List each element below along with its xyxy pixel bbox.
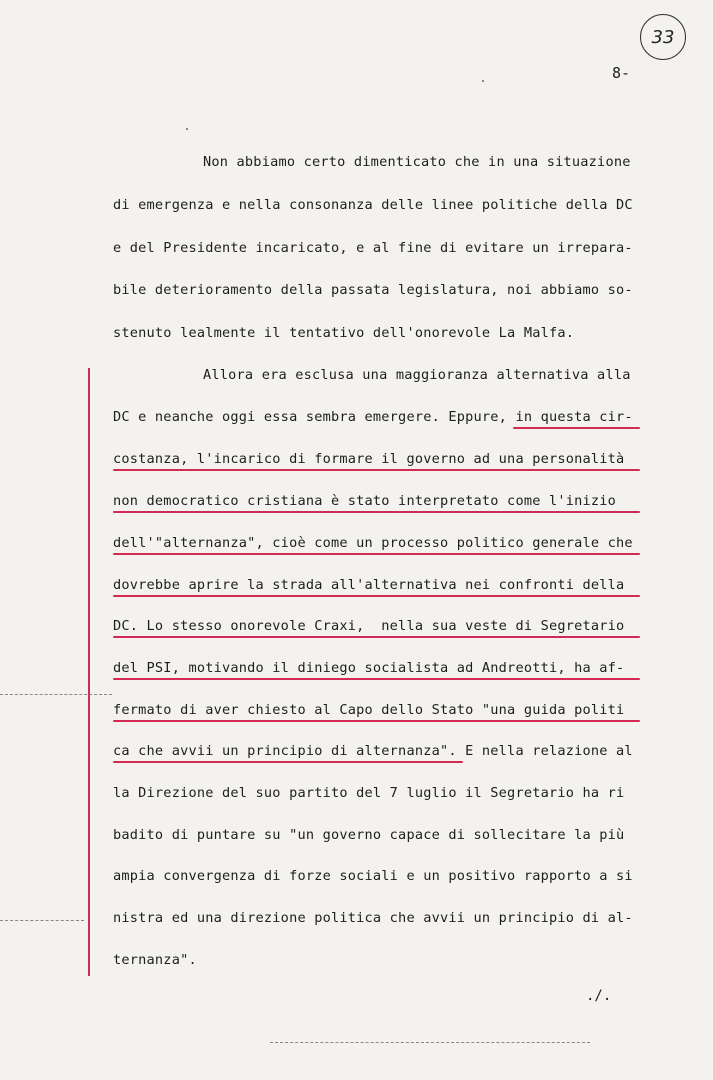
ink-speck	[186, 128, 188, 130]
text-line-3: e del Presidente incaricato, e al fine di evitare un irrepara-	[113, 240, 633, 256]
text-line-11: dovrebbe aprire la strada all'alternativa nei confronti della	[113, 577, 625, 593]
red-underline	[513, 427, 640, 429]
text-line-18: ampia convergenza di forze sociali e un positivo rapporto a si	[113, 868, 633, 884]
red-underline	[113, 636, 640, 638]
continuation-mark: ./.	[586, 988, 612, 1004]
text-line-20: ternanza".	[113, 952, 197, 968]
text-line-1: Non abbiamo certo dimenticato che in una situazione	[203, 154, 631, 170]
scan-artifact-line	[0, 694, 112, 695]
text-line-14: fermato di aver chiesto al Capo dello Stato "una guida politi	[113, 702, 625, 718]
text-line-4: bile deterioramento della passata legislatura, noi abbiamo so-	[113, 282, 633, 298]
text-line-17: badito di puntare su "un governo capace di sollecitare la più	[113, 827, 625, 843]
text-line-5: stenuto lealmente il tentativo dell'onorevole La Malfa.	[113, 325, 575, 341]
margin-annotation-bar	[88, 368, 90, 976]
circled-page-number: 33	[640, 14, 686, 60]
red-underline	[113, 469, 640, 471]
red-underline	[113, 678, 640, 680]
text-line-2: di emergenza e nella consonanza delle linee politiche della DC	[113, 197, 633, 213]
text-line-12: DC. Lo stesso onorevole Craxi, nella sua veste di Segretario	[113, 618, 625, 634]
text-line-9: non democratico cristiana è stato interpretato come l'inizio	[113, 493, 617, 509]
red-underline	[113, 720, 640, 722]
text-line-16: la Direzione del suo partito del 7 luglio il Segretario ha ri	[113, 785, 625, 801]
red-underline	[113, 511, 640, 513]
page-number: 8-	[612, 64, 631, 82]
text-line-10: dell'"alternanza", cioè come un processo politico generale che	[113, 535, 633, 551]
red-underline	[113, 553, 640, 555]
text-line-19: nistra ed una direzione politica che avvii un principio di al-	[113, 910, 633, 926]
text-line-15: ca che avvii un principio di alternanza". E nella relazione al	[113, 743, 633, 759]
scan-artifact-line	[0, 920, 84, 921]
text-line-7: DC e neanche oggi essa sembra emergere. Eppure, in questa cir-	[113, 409, 633, 425]
red-underline	[113, 761, 463, 763]
ink-speck	[482, 80, 484, 82]
text-line-13: del PSI, motivando il diniego socialista ad Andreotti, ha af-	[113, 660, 625, 676]
text-line-6: Allora era esclusa una maggioranza alternativa alla	[203, 367, 631, 383]
red-underline	[113, 595, 640, 597]
text-line-8: costanza, l'incarico di formare il governo ad una personalità	[113, 451, 625, 467]
scan-artifact-line	[270, 1042, 590, 1043]
